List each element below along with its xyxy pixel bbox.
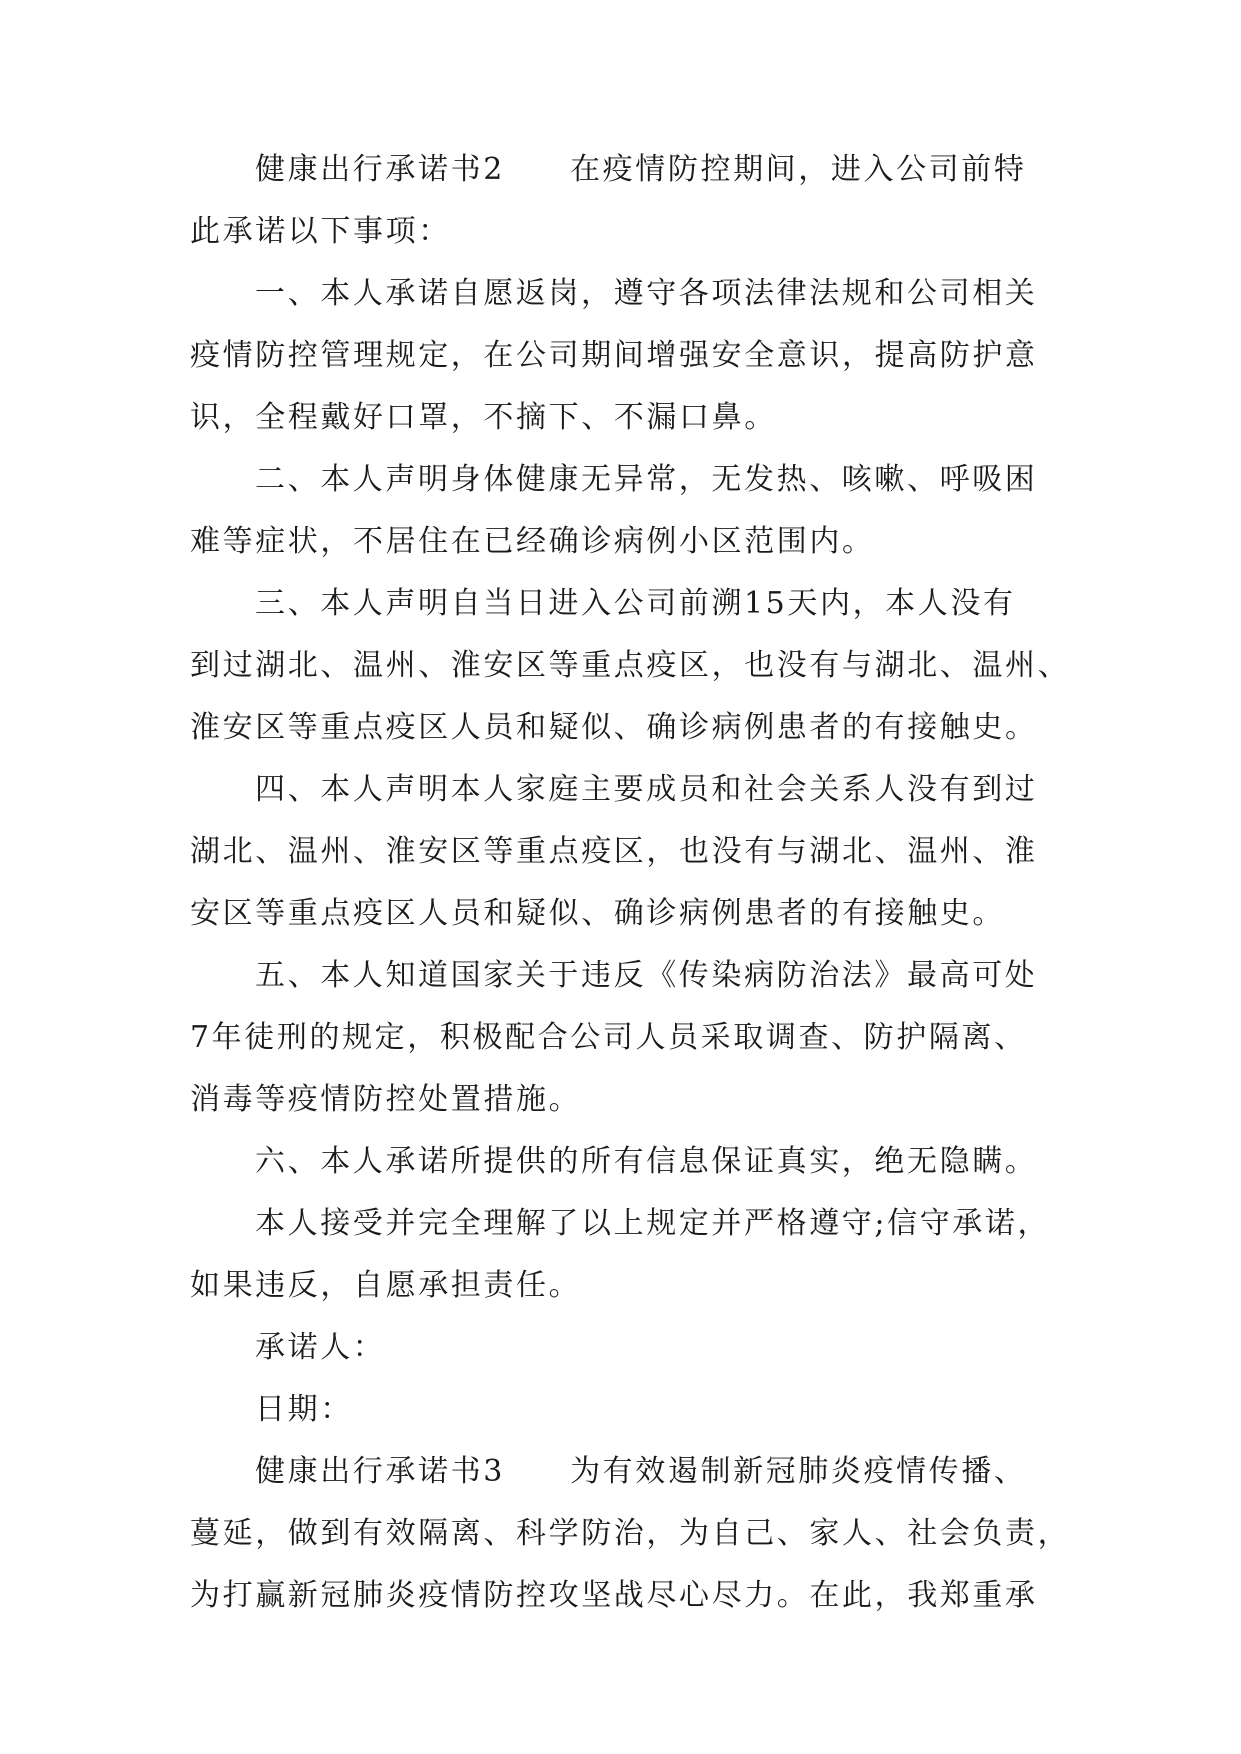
text-line: 本人接受并完全理解了以上规定并严格遵守;信守承诺， (255, 1206, 1051, 1241)
text-line: 到过湖北、温州、淮安区等重点疫区，也没有与湖北、温州、 (190, 648, 1071, 683)
text-line: 六、本人承诺所提供的所有信息保证真实，绝无隐瞒。 (255, 1144, 1038, 1179)
text-line: 淮安区等重点疫区人员和疑似、确诊病例患者的有接触史。 (190, 710, 1038, 745)
text-line: 疫情防控管理规定，在公司期间增强安全意识，提高防护意 (190, 338, 1038, 373)
date-label: 日期： (255, 1392, 353, 1427)
text-line: 湖北、温州、淮安区等重点疫区，也没有与湖北、温州、淮 (190, 834, 1038, 869)
text-line: 为打赢新冠肺炎疫情防控攻坚战尽心尽力。在此，我郑重承 (190, 1578, 1038, 1613)
text-line: 四、本人声明本人家庭主要成员和社会关系人没有到过 (255, 772, 1038, 807)
text-line: 如果违反，自愿承担责任。 (190, 1268, 582, 1303)
text-line: 健康出行承诺书3 为有效遏制新冠肺炎疫情传播、 (255, 1454, 1027, 1489)
text-line: 健康出行承诺书2 在疫情防控期间，进入公司前特 (255, 152, 1027, 187)
text-line: 二、本人声明身体健康无异常，无发热、咳嗽、呼吸困 (255, 462, 1038, 497)
text-line: 安区等重点疫区人员和疑似、确诊病例患者的有接触史。 (190, 896, 1005, 931)
text-line: 五、本人知道国家关于违反《传染病防治法》最高可处 (255, 958, 1038, 993)
text-line: 消毒等疫情防控处置措施。 (190, 1082, 582, 1117)
text-line: 此承诺以下事项： (190, 214, 451, 249)
text-line: 7年徒刑的规定，积极配合公司人员采取调查、防护隔离、 (190, 1020, 1027, 1055)
text-line: 难等症状，不居住在已经确诊病例小区范围内。 (190, 524, 875, 559)
signature-label: 承诺人： (255, 1330, 386, 1365)
text-line: 一、本人承诺自愿返岗，遵守各项法律法规和公司相关 (255, 276, 1038, 311)
text-line: 三、本人声明自当日进入公司前溯15天内，本人没有 (255, 586, 1016, 621)
text-line: 蔓延，做到有效隔离、科学防治，为自己、家人、社会负责， (190, 1516, 1071, 1551)
text-line: 识，全程戴好口罩，不摘下、不漏口鼻。 (190, 400, 777, 435)
